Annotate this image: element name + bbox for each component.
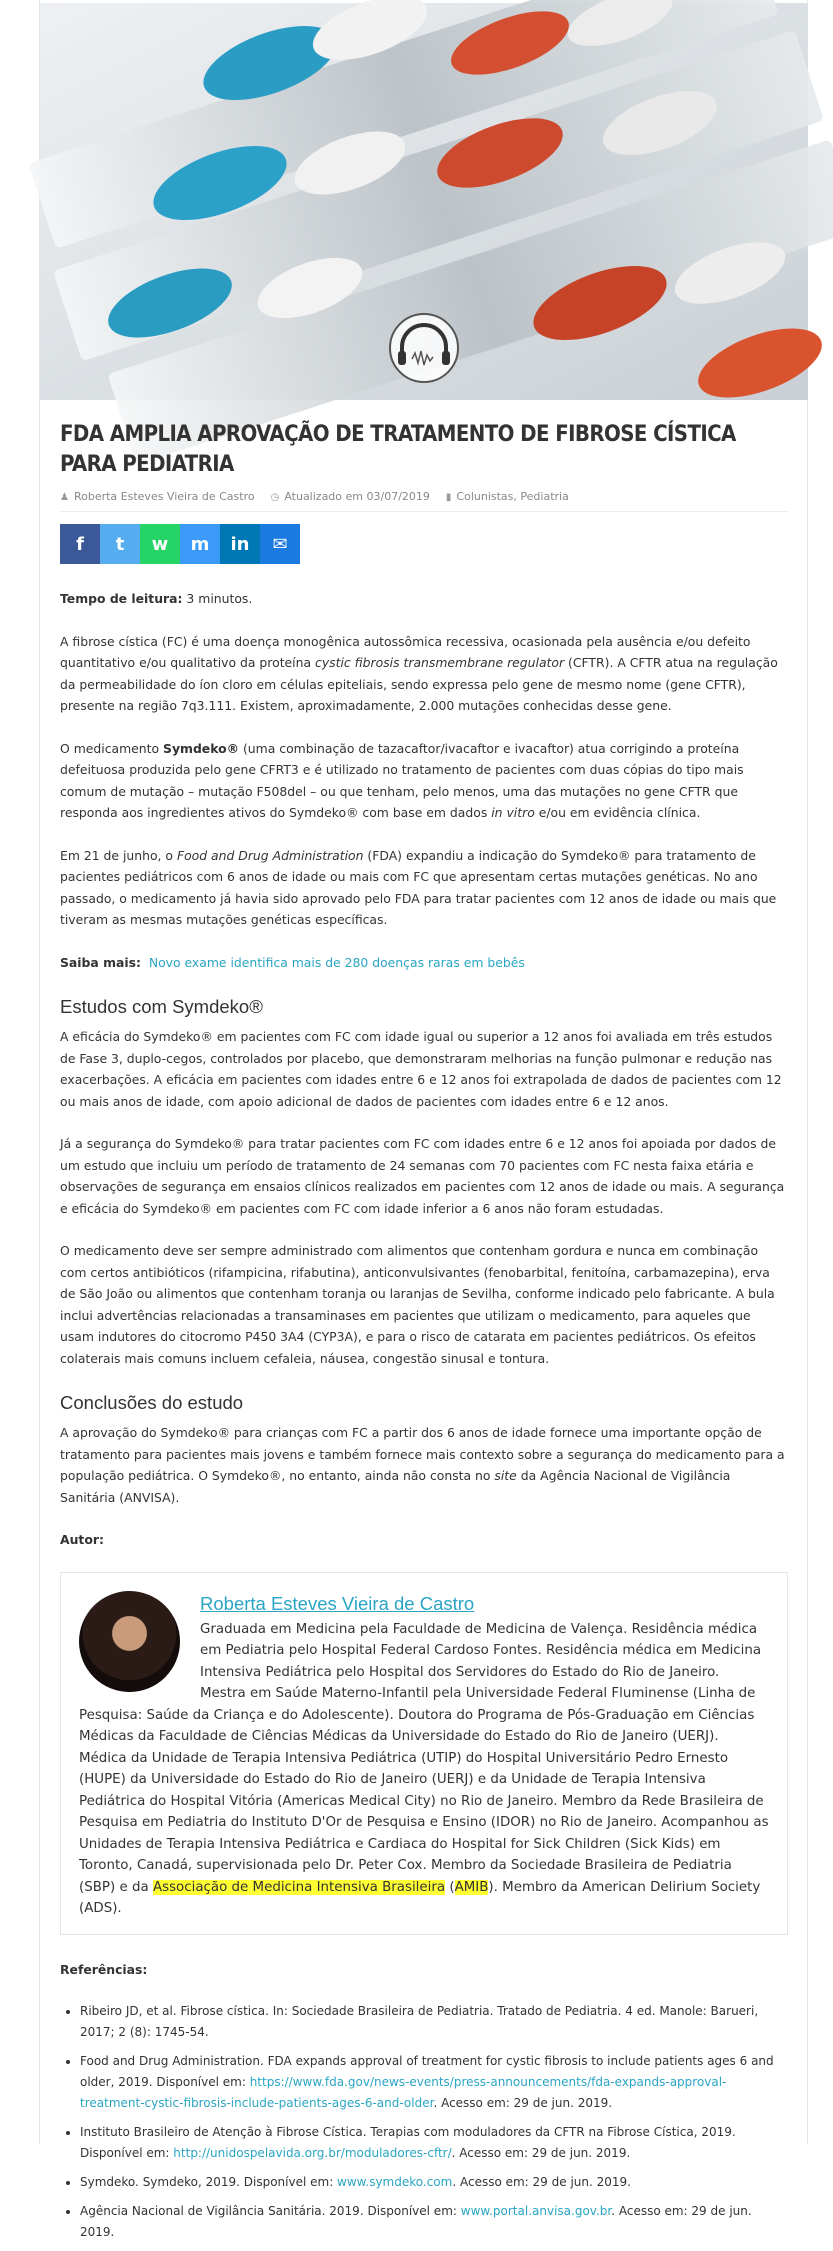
p7-text-b: da Agência Nacional de Vigilância Sanitária (ANVISA). [60,1468,731,1505]
reference-item [80,2122,788,2164]
author-box [60,1572,788,1935]
p2-emphasis: in vitro [491,805,535,820]
article-body [60,588,788,2243]
share-bar [60,524,788,564]
article-content [60,400,788,2251]
p2-text-a: O medicamento [60,740,164,756]
ref3-text-a: Instituto Brasileiro de Atenção à Fibrose Cística. Terapias com moduladores da CFTR na Fibrose Cística, 2019. Disponível em: [80,2125,736,2160]
bio-highlight-amib-name: Associação de Medicina Intensiva Brasileira [152,1879,446,1895]
p3-emphasis: Food and Drug Administration [176,847,364,863]
reference-item [80,2201,788,2243]
saiba-mais [60,952,788,974]
user-icon: ♟ [60,492,69,503]
linkedin-icon: in [230,533,250,555]
paragraph-7 [60,1422,788,1508]
reading-time-label: Tempo de leitura: [60,591,183,606]
author-link[interactable]: Roberta Esteves Vieira de Castro [73,490,255,503]
whatsapp-share-button[interactable] [140,524,180,564]
reference-item [80,2051,788,2114]
meta-updated [271,490,430,503]
reading-time-value: 3 minutos. [182,591,253,606]
ref4-text-b: . Acesso em: 29 de jun. 2019. [452,2175,631,2189]
avatar[interactable] [79,1591,180,1692]
messenger-share-button[interactable] [180,524,220,564]
ref5-text-a: Agência Nacional de Vigilância Sanitária. 2019. Disponível em: [80,2204,461,2218]
facebook-share-button[interactable] [60,524,100,564]
ref2-text-b: . Acesso em: 29 de jun. 2019. [433,2096,613,2110]
email-icon: ✉ [272,533,288,555]
facebook-icon: f [76,533,84,555]
category-link-colunistas[interactable]: Colunistas [456,490,514,503]
reference-item [80,2172,788,2193]
pill-blister-packs-photo [40,3,808,400]
paragraph-4: A eficácia do Symdeko® em pacientes com FC com idade igual ou superior a 12 anos foi avaliada em três estudos de Fase 3, duplo-cegos, controlados por placebo, que demonstraram melhorias na função pulmonar e redução nas exacerbações. A eficácia em pacientes com idades entre 6 e 12 anos foi extrapolada de dados de pacientes com 12 ou mais anos de idade, com apoio adicional de dados de pacientes com idades entre 6 e 12 anos. [60,1029,782,1109]
p1-emphasis: cystic fibrosis transmembrane regulator [315,655,565,670]
paragraph-2 [60,738,788,824]
references-list [60,2001,788,2243]
folder-icon: ▮ [445,492,452,503]
email-share-button[interactable] [260,524,300,564]
heading-estudos: Estudos com Symdeko® [60,996,263,1017]
category-link-pediatria[interactable]: Pediatria [520,490,569,503]
ref5-link[interactable]: www.portal.anvisa.gov.br [460,2204,612,2218]
bio-text-a: Graduada em Medicina pela Faculdade de Medicina de Valença. Residência médica em Pediatria pelo Hospital Federal Cardoso Fontes. Residência médica em Medicina Intensiva Pediátrica pelo Hospital dos Servidores do Estado do Rio de Janeiro. Mestra em Saúde Materno-Infantil pela Universidade Federal Fluminense (Linha de Pesquisa: Saúde da Criança e do Adolescente). Doutora do Programa de Pós-Graduação em Ciências Médicas da Faculdade de Ciências Médicas da Universidade do Estado do Rio de Janeiro (UERJ). Médica da Unidade de Terapia Intensiva Pediátrica (UTIP) do Hospital Universitário Pedro Ernesto (HUPE) da Universidade do Estado do Rio de Janeiro (UERJ) e da Unidade de Terapia Intensiva Pediátrica do Hospital Vitória (Americas Medical City) no Rio de Janeiro. Membro da Rede Brasileira de Pesquisa em Pediatria do Instituto D'Or de Pesquisa e Ensino (IDOR) no Rio de Janeiro. Acompanhou as Unidades de Terapia Intensiva Pediátrica e Cardiaca do Hospital for Sick Children (Sick Kids) em Toronto, Canadá, supervisionada pelo Dr. Peter Cox. Membro da Sociedade Brasileira de Pediatria (SBP) e da [79,1621,769,1895]
p2-text-c: e/ou em evidência clínica. [534,805,701,820]
references-label: Referências: [60,1961,148,1977]
p1-text-b: (CFTR). A CFTR atua na regulação da permeabilidade do íon cloro em células epiteliais, sendo expressa pelo gene de mesmo nome (gene CFTR), presente na região 7q3.111. Existem, aproximadamente, 2.000 mutações conhecidas desse gene. [60,655,778,713]
ref2-link[interactable]: https://www.fda.gov/news-events/press-announcements/fda-expands-approval-treatment-cystic-fibrosis-include-patients-ages-6-and-older [80,2075,727,2110]
p2-text-b: (uma combinação de tazacaftor/ivacaftor e ivacaftor) atua corrigindo a proteína defeituosa produzida pelo gene CFRT3 e é utilizado no tratamento de pacientes com duas cópias do tipo mais comum de mutação – mutação F508del – ou que tenham, pelo menos, uma das mutações no gene CFTR que responda aos ingredientes ativos do Symdeko® com base em dados [60,740,744,820]
hero-image [40,3,808,400]
paragraph-1 [60,631,788,717]
category-separator: , [513,490,517,503]
author-name-link[interactable]: Roberta Esteves Vieira de Castro [200,1592,475,1614]
ref3-link[interactable]: http://unidospelavida.org.br/moduladores-cftr/ [173,2146,452,2160]
twitter-share-button[interactable] [100,524,140,564]
ref5-text-b: . Acesso em: 29 de jun. 2019. [80,2204,752,2239]
whatsapp-icon: w [151,533,169,555]
bio-text-c: ). Membro da American Delirium Society (ADS). [79,1879,761,1916]
related-article-link[interactable]: Novo exame identifica mais de 280 doenças raras em bebês [148,954,525,970]
bio-text-b: ( [445,1879,455,1895]
ref4-link[interactable]: www.symdeko.com [337,2175,453,2189]
paragraph-3 [60,845,788,931]
clock-icon: ◷ [270,492,280,503]
updated-date: Atualizado em 03/07/2019 [284,490,430,503]
references-label-paragraph [60,1959,788,1981]
paragraph-5: Já a segurança do Symdeko® para tratar pacientes com FC com idades entre 6 e 12 anos foi apoiada por dados de um estudo que incluiu um período de tratamento de 24 semanas com 70 pacientes com FC nesta faixa etária e observações de segurança em ensaios clínicos realizados em pacientes com 12 anos de idade ou mais. A segurança e eficácia do Symdeko® em pacientes com FC com idade inferior a 6 anos não foram estudadas. [60,1136,785,1216]
reading-time [60,588,788,610]
meta-author [60,490,255,503]
reference-item: • Ribeiro JD, et al. Fibrose cística. In: Sociedade Brasileira de Pediatria. Tratado de Pediatria. 4 ed. Manole: Barueri, 2017; 2 (8): 1745-54. [80,2001,788,2043]
messenger-icon: m [190,533,210,555]
article-title: FDA AMPLIA APROVAÇÃO DE TRATAMENTO DE FIBROSE CÍSTICA PARA PEDIATRIA [60,422,736,477]
headphones-icon [390,314,458,382]
linkedin-share-button[interactable] [220,524,260,564]
p7-emphasis: site [494,1468,517,1483]
p2-strong: Symdeko® [163,740,240,756]
references [60,1959,788,2244]
autor-label: Autor: [60,1532,104,1547]
meta-categories [446,490,569,503]
p1-text-a: A fibrose cística (FC) é uma doença monogênica autossômica recessiva, ocasionada pela ausência e/ou defeito quantitativo e/ou qualitativo da proteína [60,633,751,670]
ref3-text-b: . Acesso em: 29 de jun. 2019. [451,2146,631,2160]
author-bio [79,1619,769,1920]
bio-highlight-amib: AMIB [454,1879,489,1895]
ref2-text-a: Food and Drug Administration. FDA expands approval of treatment for cystic fibrosis to include patients ages 6 and older, 2019. Disponível em: [80,2054,774,2089]
p3-text-a: Em 21 de junho, o [60,847,177,863]
autor-label-paragraph [60,1529,788,1551]
paragraph-6: O medicamento deve ser sempre administrado com alimentos que contenham gordura e nunca em combinação com certos antibióticos (rifampicina, rifabutina), anticonvulsivantes (fenobarbital, fenitoína, carbamazepina), erva de São João ou alimentos que contenham toranja ou laranjas de Sevilha, conforme indicado pelo fabricante. A bula inclui advertências relacionadas a transaminases em pacientes que utilizam o medicamento, para aqueles que usam indutores do citocromo P450 3A4 (CYP3A), e para o risco de catarata em pacientes pediátricos. Os efeitos colaterais mais comuns incluem cefaleia, náusea, congestão sinusal e tontura. [60,1243,775,1366]
p3-text-b: (FDA) expandiu a indicação do Symdeko® para tratamento de pacientes pediátricos com 6 anos de idade ou mais com FC que apresentam certas mutações genéticas. No ano passado, o medicamento já havia sido aprovado pelo FDA para tratar pacientes com 12 anos de idade ou mais que tiveram as mesmas mutações genéticas específicas. [60,847,777,927]
p7-text-a: A aprovação do Symdeko® para crianças com FC a partir dos 6 anos de idade fornece uma importante opção de tratamento para pacientes mais jovens e também fornece mais contexto sobre a segurança do medicamento para a população pediátrica. O Symdeko®, no entanto, ainda não consta no [60,1425,785,1483]
saiba-mais-label: Saiba mais: [60,954,141,970]
heading-conclusoes: Conclusões do estudo [60,1392,244,1413]
ref4-text-a: Symdeko. Symdeko, 2019. Disponível em: [80,2175,338,2189]
post-meta [60,490,788,512]
twitter-icon: t [115,533,125,555]
